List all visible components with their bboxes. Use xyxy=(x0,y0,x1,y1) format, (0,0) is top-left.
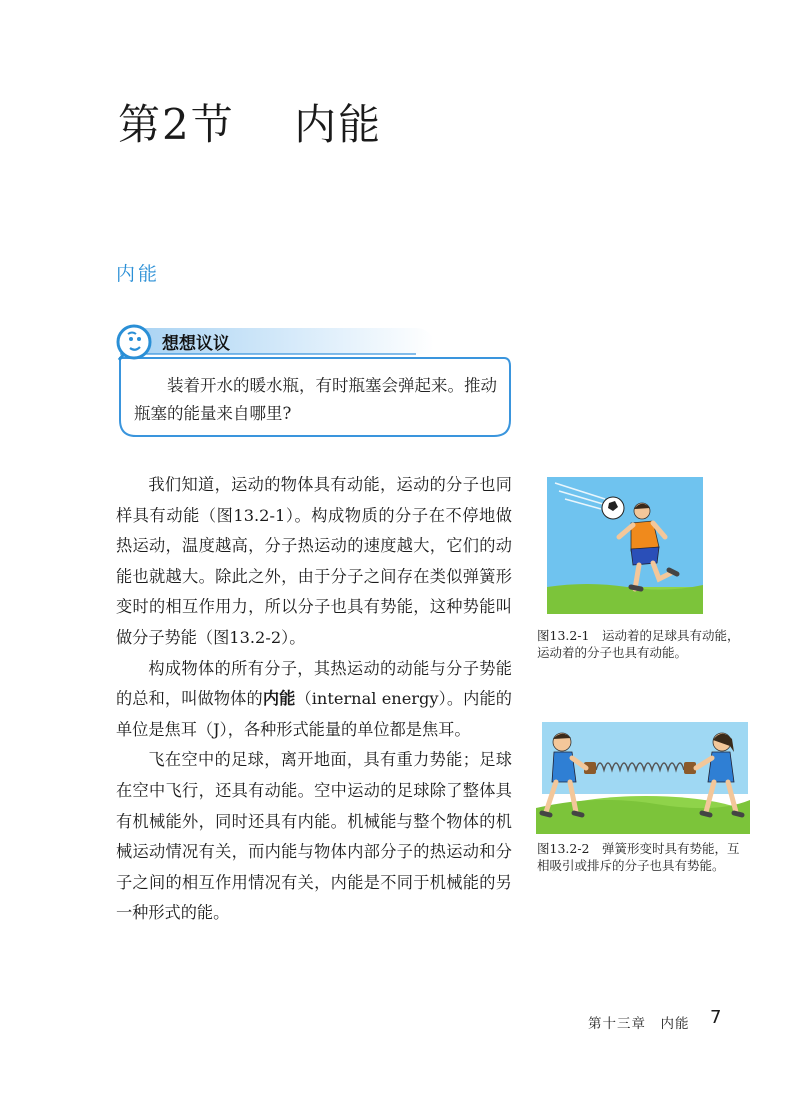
subsection-heading: 内能 xyxy=(116,263,161,285)
figure-1-caption: 图13.2-1 运动着的足球具有动能，运动着的分子也具有动能。 xyxy=(537,628,740,660)
paragraph-2-end: （internal energy）。内能的单位是焦耳（J），各种形式能量的单位都是焦耳。 xyxy=(116,689,512,739)
body-text xyxy=(116,470,512,929)
figure-2-caption: 图13.2-2 弹簧形变时具有势能，互相吸引或排斥的分子也具有势能。 xyxy=(537,841,740,873)
thinking-face-icon xyxy=(116,324,156,364)
page-number: 7 xyxy=(710,1007,722,1028)
section-title: 第2节 内能 xyxy=(118,100,383,149)
term-internal-energy: 内能 xyxy=(262,689,296,709)
figure-soccer-player xyxy=(547,477,703,614)
discussion-box xyxy=(116,324,514,440)
discussion-question: 装着开水的暖水瓶，有时瓶塞会弹起来。推动瓶塞的能量来自哪里? xyxy=(134,376,497,423)
paragraph-1: 我们知道，运动的物体具有动能，运动的分子也同样具有动能（图13.2-1）。构成物质的分子在不停地做热运动，温度越高，分子热运动的速度越大，它们的动能也就越大。除此之外，由于分子之间存在类似弹簧形变时的相互作用力，所以分子也具有势能，这种势能叫做分子势能（图13.2-2）。 xyxy=(116,475,512,647)
paragraph-2 xyxy=(116,654,512,746)
discussion-title: 想想议议 xyxy=(162,334,230,354)
figure-spring-tug xyxy=(536,712,750,834)
footer-chapter-label: 第十三章 内能 xyxy=(588,1016,690,1032)
paragraph-3: 飞在空中的足球，离开地面，具有重力势能；足球在空中飞行，还具有动能。空中运动的足球除了整体具有机械能外，同时还具有内能。机械能与整个物体的机械运动情况有关，而内能与物体内部分子的热运动和分子之间的相互作用情况有关，内能是不同于机械能的另一种形式的能。 xyxy=(116,750,512,923)
paragraph-2-start: 构成物体的所有分子，其热运动的动能与分子势能的总和，叫做物体的 xyxy=(116,658,512,709)
